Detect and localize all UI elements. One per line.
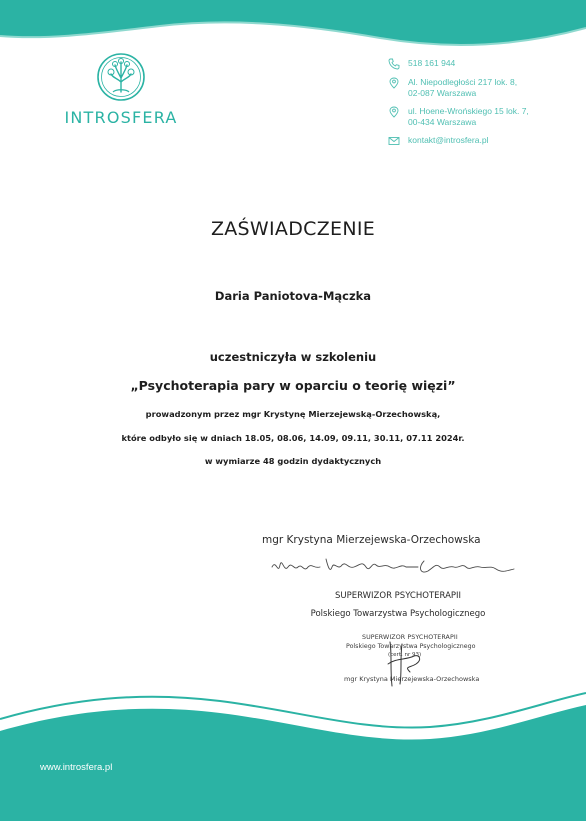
role-line-1: SUPERWIZOR PSYCHOTERAPII xyxy=(334,591,462,601)
contact-address-2 xyxy=(388,106,578,128)
hours-line: w wymiarze 48 godzin dydaktycznych xyxy=(204,456,382,466)
signatory-name: mgr Krystyna Mierzejewska-Orzechowska xyxy=(262,534,481,546)
bottom-wave-decoration xyxy=(0,691,586,821)
top-wave-decoration xyxy=(0,0,586,60)
brand-name: INTROSFERA xyxy=(64,108,178,127)
tree-circle-logo-icon xyxy=(56,52,186,102)
stamp-line-2: Polskiego Towarzystwa Psychologicznego xyxy=(346,643,476,650)
participant-name: Daria Paniotova-Mączka xyxy=(214,289,372,303)
introsfera-logo xyxy=(56,52,186,127)
dates-line: które odbyło się w dniach 18.05, 08.06, 14.09, 09.11, 30.11, 07.11 2024r. xyxy=(121,433,465,443)
address-1: Al. Niepodległości 217 lok. 8, 02-087 Warszawa xyxy=(408,77,518,98)
stamp-signature-scribble xyxy=(380,638,430,690)
location-pin-icon xyxy=(388,106,400,118)
certificate-title: ZAŚWIADCZENIE xyxy=(210,218,376,240)
mail-icon xyxy=(388,135,400,147)
role-line-2: Polskiego Towarzystwa Psychologicznego xyxy=(310,609,486,619)
contact-email xyxy=(388,135,578,147)
participated-line: uczestniczyła w szkoleniu xyxy=(209,350,377,364)
signatory-role xyxy=(268,590,528,626)
contact-phone xyxy=(388,58,578,70)
footer-website[interactable]: www.introsfera.pl xyxy=(40,762,113,773)
course-title: „Psychoterapia pary w oparciu o teorię więzi” xyxy=(130,378,456,393)
supervisor-stamp xyxy=(340,632,490,692)
handwritten-signature xyxy=(268,553,518,581)
phone-icon xyxy=(388,58,400,70)
stamp-line-1: SUPERWIZOR PSYCHOTERAPII xyxy=(362,634,458,641)
contact-block xyxy=(388,58,578,154)
email-address[interactable]: kontakt@introsfera.pl xyxy=(408,135,489,145)
stamp-line-3: (cert. nr 93) xyxy=(388,652,422,658)
address-2: ul. Hoene-Wrońskiego 15 lok. 7, 00-434 Warszawa xyxy=(408,106,529,127)
contact-address-1 xyxy=(388,77,578,99)
location-pin-icon xyxy=(388,77,400,89)
led-by-line: prowadzonym przez mgr Krystynę Mierzejewską-Orzechowską, xyxy=(145,409,441,419)
phone-number: 518 161 944 xyxy=(408,58,456,68)
stamp-line-4: mgr Krystyna Mierzejewska-Orzechowska xyxy=(344,675,480,683)
